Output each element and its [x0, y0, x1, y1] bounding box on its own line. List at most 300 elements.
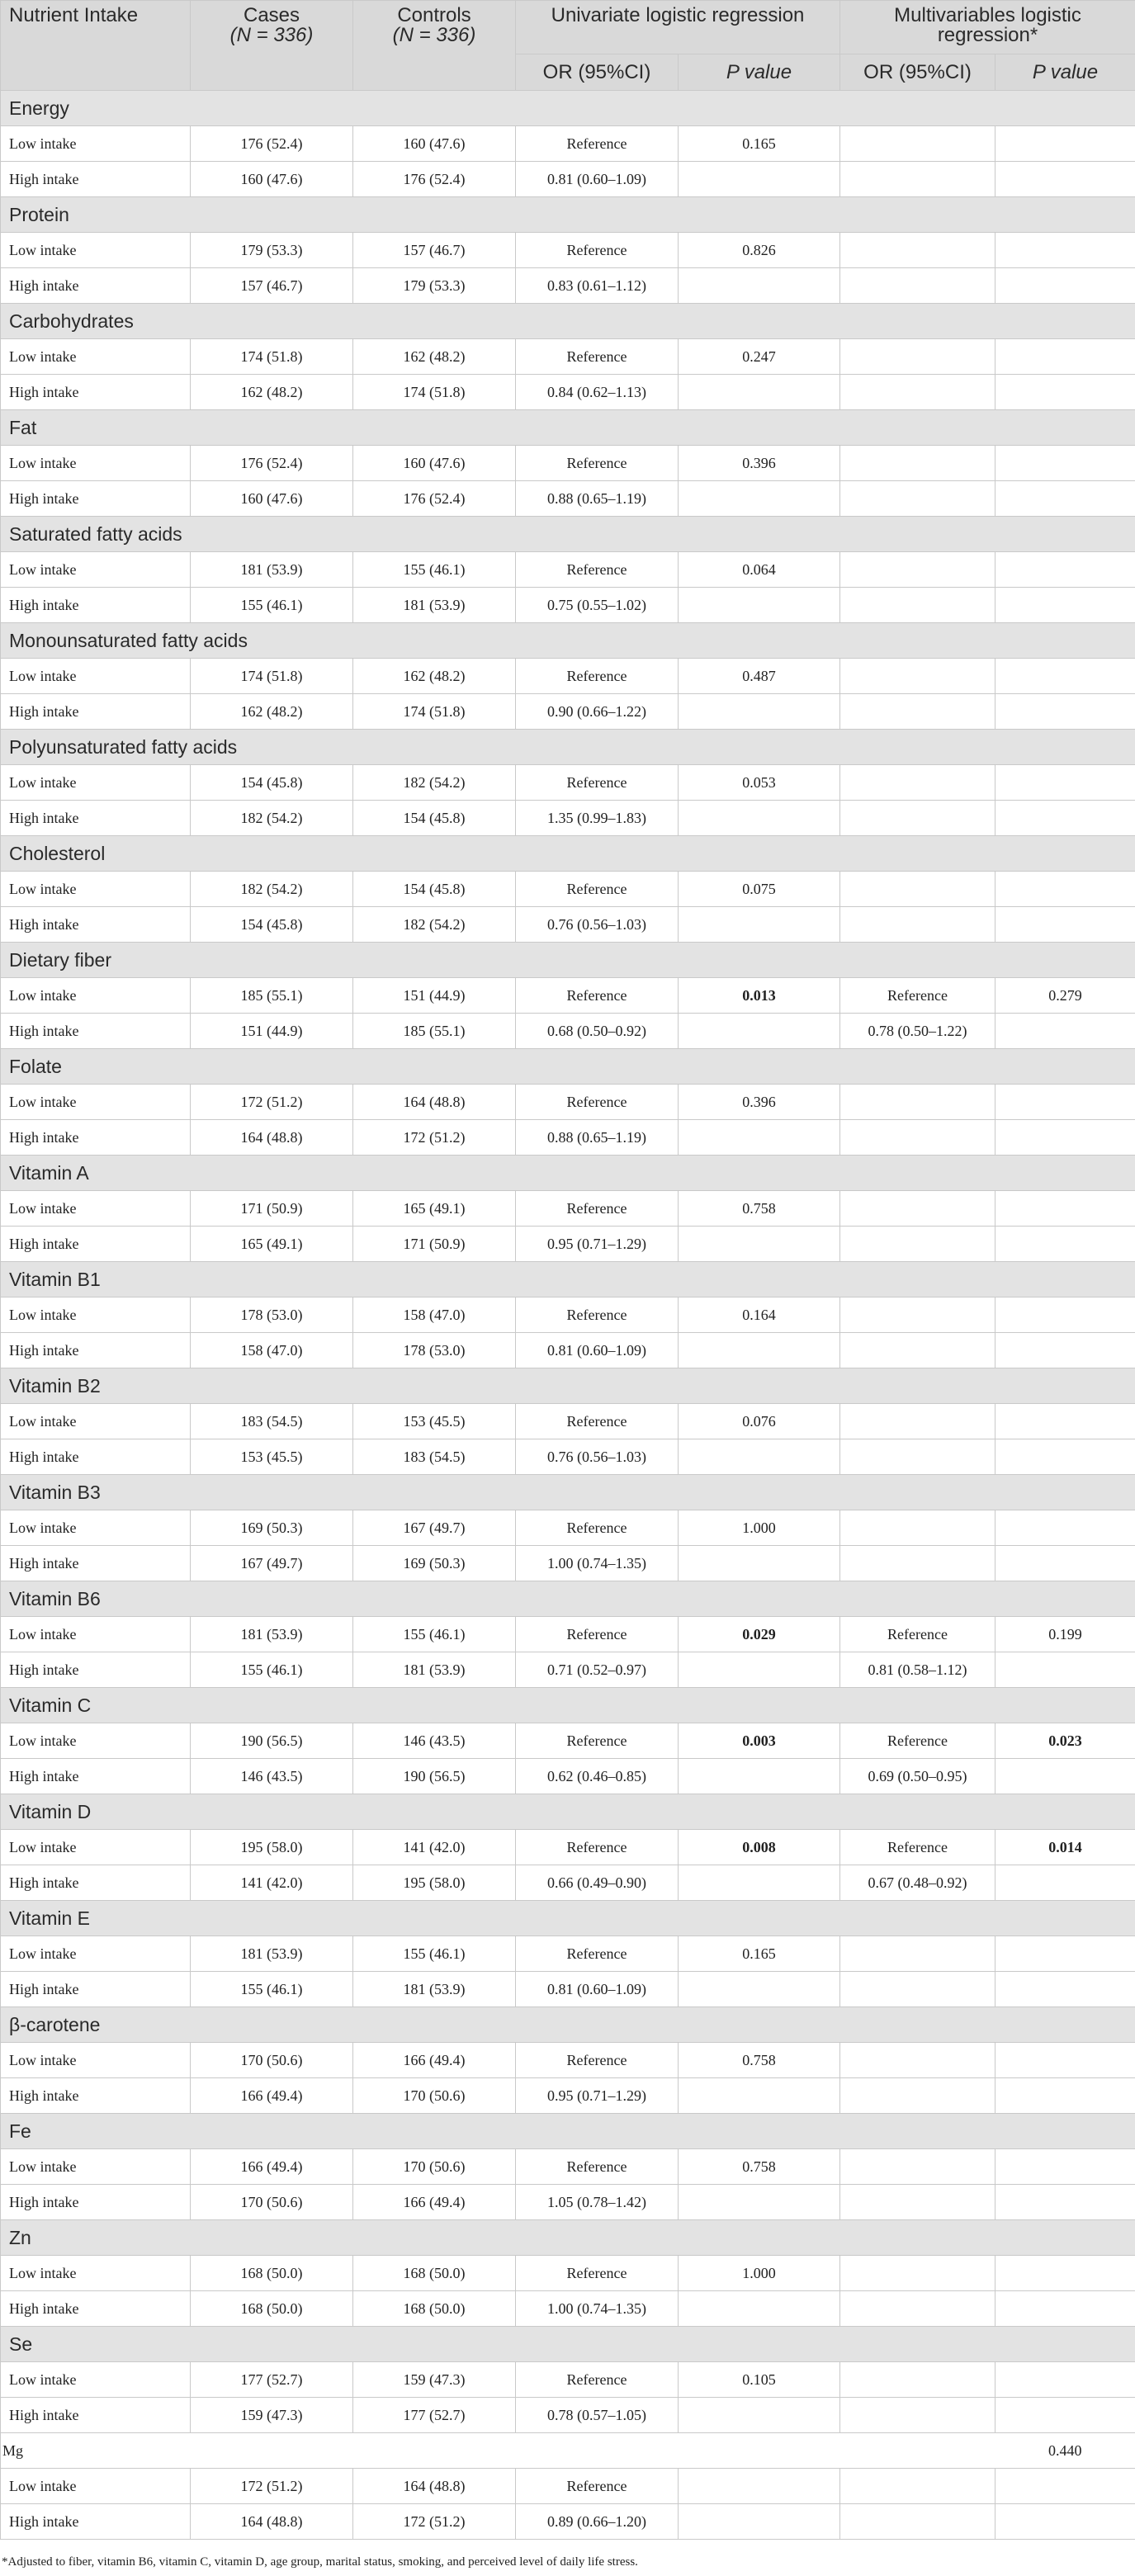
univariate-p-cell	[679, 1333, 840, 1368]
multivariable-p-cell	[995, 1333, 1135, 1368]
univariate-or-cell: Reference	[516, 1297, 679, 1333]
multivariable-or-cell	[840, 2469, 995, 2504]
nutrient-group-row	[1, 2327, 1135, 2362]
controls-cell: 182 (54.2)	[353, 907, 516, 943]
cases-cell: 172 (51.2)	[191, 2469, 353, 2504]
univariate-or-cell: 0.95 (0.71–1.29)	[516, 2078, 679, 2114]
multivariable-p-cell	[995, 765, 1135, 801]
table-row	[1, 1546, 1135, 1581]
multivariable-p-cell	[995, 1936, 1135, 1972]
intake-level-label: Low intake	[1, 2256, 191, 2291]
univariate-p-cell: 0.053	[679, 765, 840, 801]
multivariable-or-cell: Reference	[840, 1723, 995, 1759]
nutrient-name: Se	[1, 2327, 1135, 2362]
nutrient-name: Monounsaturated fatty acids	[1, 623, 1135, 659]
univariate-p-cell: 0.396	[679, 446, 840, 481]
cases-cell: 168 (50.0)	[191, 2291, 353, 2327]
intake-level-label: High intake	[1, 2078, 191, 2114]
controls-cell: 181 (53.9)	[353, 1972, 516, 2007]
cases-cell: 158 (47.0)	[191, 1333, 353, 1368]
univariate-or-cell: Reference	[516, 1617, 679, 1652]
nutrient-name: Dietary fiber	[1, 943, 1135, 978]
controls-cell: 168 (50.0)	[353, 2291, 516, 2327]
multivariable-p-cell	[995, 659, 1135, 694]
multivariable-p-cell-bold: 0.014	[1048, 1838, 1082, 1855]
controls-cell: 176 (52.4)	[353, 481, 516, 517]
intake-level-label: Low intake	[1, 1085, 191, 1120]
univariate-p-cell: 0.758	[679, 2043, 840, 2078]
multivariable-p-cell	[995, 2291, 1135, 2327]
multivariable-or-cell	[840, 1191, 995, 1227]
univariate-p-cell	[679, 1830, 840, 1865]
multivariable-or-cell	[840, 2398, 995, 2433]
nutrient-name: Cholesterol	[1, 836, 1135, 872]
table-row	[1, 1759, 1135, 1794]
table-row	[1, 978, 1135, 1014]
nutrient-group-row	[1, 623, 1135, 659]
univariate-p-cell: 0.826	[679, 233, 840, 268]
multivariable-p-cell	[995, 2185, 1135, 2220]
nutrient-group-row	[1, 91, 1135, 126]
multivariable-p-cell	[995, 2504, 1135, 2540]
cases-cell: 170 (50.6)	[191, 2185, 353, 2220]
controls-cell: 170 (50.6)	[353, 2078, 516, 2114]
table-row	[1, 659, 1135, 694]
nutrient-group-row	[1, 1688, 1135, 1723]
cases-cell: 176 (52.4)	[191, 446, 353, 481]
nutrient-group-row	[1, 2007, 1135, 2043]
multivariable-or-cell	[840, 765, 995, 801]
multivariable-or-cell	[840, 375, 995, 410]
intake-level-label: Low intake	[1, 1510, 191, 1546]
mg-p-value: 0.440	[995, 2433, 1135, 2469]
univariate-or-cell: 1.00 (0.74–1.35)	[516, 2291, 679, 2327]
controls-cell: 160 (47.6)	[353, 126, 516, 162]
univariate-p-cell	[679, 978, 840, 1014]
multivariable-p-cell	[995, 1723, 1135, 1759]
nutrient-group-row	[1, 1901, 1135, 1936]
cases-cell: 195 (58.0)	[191, 1830, 353, 1865]
multivariable-or-cell: 0.67 (0.48–0.92)	[840, 1865, 995, 1901]
multivariable-or-cell	[840, 1227, 995, 1262]
univariate-or-cell: Reference	[516, 659, 679, 694]
multivariable-p-cell	[995, 126, 1135, 162]
intake-level-label: Low intake	[1, 2362, 191, 2398]
nutrient-name: Folate	[1, 1049, 1135, 1085]
univariate-p-cell	[679, 1652, 840, 1688]
univariate-or-cell: 0.66 (0.49–0.90)	[516, 1865, 679, 1901]
cases-cell: 171 (50.9)	[191, 1191, 353, 1227]
univariate-p-cell: 0.758	[679, 1191, 840, 1227]
controls-cell: 183 (54.5)	[353, 1439, 516, 1475]
univariate-or-cell: Reference	[516, 1191, 679, 1227]
nutrient-group-row	[1, 2220, 1135, 2256]
controls-cell: 153 (45.5)	[353, 1404, 516, 1439]
multivariable-or-cell: Reference	[840, 978, 995, 1014]
nutrient-group-row	[1, 1794, 1135, 1830]
controls-cell: 162 (48.2)	[353, 339, 516, 375]
univariate-p-cell: 0.105	[679, 2362, 840, 2398]
univariate-p-cell: 0.076	[679, 1404, 840, 1439]
table-row	[1, 2362, 1135, 2398]
multivariable-or-cell	[840, 872, 995, 907]
univariate-p-cell	[679, 2078, 840, 2114]
controls-cell: 158 (47.0)	[353, 1297, 516, 1333]
multivariable-or-cell	[840, 339, 995, 375]
univariate-or-cell: 0.71 (0.52–0.97)	[516, 1652, 679, 1688]
table-row	[1, 1404, 1135, 1439]
nutrient-name: Saturated fatty acids	[1, 517, 1135, 552]
intake-level-label: High intake	[1, 1972, 191, 2007]
univariate-p-cell-bold: 0.008	[742, 1838, 776, 1855]
multivariable-or-cell	[840, 162, 995, 197]
cases-cell: 155 (46.1)	[191, 1972, 353, 2007]
table-row	[1, 1227, 1135, 1262]
univariate-p-cell: 0.075	[679, 872, 840, 907]
cases-cell: 153 (45.5)	[191, 1439, 353, 1475]
nutrient-name: Vitamin D	[1, 1794, 1135, 1830]
univariate-or-cell: 0.84 (0.62–1.13)	[516, 375, 679, 410]
cases-cell: 157 (46.7)	[191, 268, 353, 304]
multivariable-p-cell	[995, 1085, 1135, 1120]
cases-cell: 179 (53.3)	[191, 233, 353, 268]
univariate-or-cell: 0.76 (0.56–1.03)	[516, 907, 679, 943]
table-row	[1, 588, 1135, 623]
cases-cell: 167 (49.7)	[191, 1546, 353, 1581]
header-multivariable: Multivariables logistic regression*	[840, 1, 1135, 54]
intake-level-label: Low intake	[1, 2043, 191, 2078]
multivariable-or-cell	[840, 268, 995, 304]
header-univariate: Univariate logistic regression	[516, 1, 840, 54]
nutrient-name: Energy	[1, 91, 1135, 126]
header-multi-or: OR (95%CI)	[840, 54, 995, 91]
table-row	[1, 1830, 1135, 1865]
multivariable-or-cell	[840, 1510, 995, 1546]
intake-level-label: Low intake	[1, 126, 191, 162]
table-row	[1, 1439, 1135, 1475]
univariate-p-cell	[679, 2185, 840, 2220]
univariate-or-cell: Reference	[516, 552, 679, 588]
controls-cell: 155 (46.1)	[353, 552, 516, 588]
univariate-p-cell	[679, 1120, 840, 1156]
nutrient-name: Fat	[1, 410, 1135, 446]
controls-cell: 182 (54.2)	[353, 765, 516, 801]
table-row	[1, 2469, 1135, 2504]
table-row	[1, 2185, 1135, 2220]
multivariable-or-cell	[840, 2078, 995, 2114]
univariate-or-cell: Reference	[516, 1510, 679, 1546]
multivariable-p-cell	[995, 2149, 1135, 2185]
multivariable-or-cell: 0.69 (0.50–0.95)	[840, 1759, 995, 1794]
multivariable-p-cell	[995, 1865, 1135, 1901]
table-row	[1, 1510, 1135, 1546]
multivariable-p-cell	[995, 1120, 1135, 1156]
univariate-p-cell: 0.758	[679, 2149, 840, 2185]
controls-cell: 169 (50.3)	[353, 1546, 516, 1581]
multivariable-or-cell	[840, 233, 995, 268]
controls-cell: 195 (58.0)	[353, 1865, 516, 1901]
univariate-or-cell: 0.76 (0.56–1.03)	[516, 1439, 679, 1475]
univariate-or-cell: 1.00 (0.74–1.35)	[516, 1546, 679, 1581]
controls-cell: 172 (51.2)	[353, 2504, 516, 2540]
table-row	[1, 552, 1135, 588]
univariate-or-cell: 1.05 (0.78–1.42)	[516, 2185, 679, 2220]
table-row	[1, 2256, 1135, 2291]
table-row	[1, 765, 1135, 801]
multivariable-p-cell	[995, 2256, 1135, 2291]
table-row	[1, 1652, 1135, 1688]
univariate-or-cell: Reference	[516, 1404, 679, 1439]
intake-level-label: High intake	[1, 801, 191, 836]
intake-level-label: Low intake	[1, 1723, 191, 1759]
intake-level-label: Low intake	[1, 446, 191, 481]
intake-level-label: Low intake	[1, 552, 191, 588]
intake-level-label: Low intake	[1, 1617, 191, 1652]
univariate-p-cell	[679, 375, 840, 410]
intake-level-label: Low intake	[1, 233, 191, 268]
multivariable-p-cell	[995, 2398, 1135, 2433]
table-row	[1, 233, 1135, 268]
nutrient-name: Fe	[1, 2114, 1135, 2149]
controls-cell: 162 (48.2)	[353, 659, 516, 694]
table-row	[1, 481, 1135, 517]
header-multi-p: P value	[995, 54, 1135, 91]
cases-cell: 174 (51.8)	[191, 339, 353, 375]
nutrient-group-row	[1, 410, 1135, 446]
table-body	[1, 91, 1135, 2540]
table-row	[1, 1723, 1135, 1759]
table-row	[1, 801, 1135, 836]
cases-cell: 146 (43.5)	[191, 1759, 353, 1794]
table-row	[1, 1936, 1135, 1972]
multivariable-p-cell	[995, 2362, 1135, 2398]
table-row	[1, 1865, 1135, 1901]
multivariable-p-cell	[995, 1830, 1135, 1865]
univariate-p-cell	[679, 1617, 840, 1652]
univariate-or-cell: Reference	[516, 1723, 679, 1759]
nutrient-group-row	[1, 1475, 1135, 1510]
cases-cell: 141 (42.0)	[191, 1865, 353, 1901]
intake-level-label: Low intake	[1, 2149, 191, 2185]
multivariable-p-cell	[995, 694, 1135, 730]
multivariable-p-cell	[995, 801, 1135, 836]
table-row	[1, 2078, 1135, 2114]
multivariable-or-cell	[840, 481, 995, 517]
univariate-p-cell	[679, 1014, 840, 1049]
header-cases-n: (N = 336)	[229, 24, 314, 46]
univariate-p-cell	[679, 162, 840, 197]
table-row	[1, 268, 1135, 304]
controls-cell: 174 (51.8)	[353, 375, 516, 410]
multivariable-p-cell	[995, 162, 1135, 197]
univariate-or-cell: Reference	[516, 1936, 679, 1972]
univariate-p-cell: 1.000	[679, 1510, 840, 1546]
multivariable-or-cell	[840, 2291, 995, 2327]
multivariable-or-cell	[840, 1546, 995, 1581]
intake-level-label: High intake	[1, 907, 191, 943]
controls-cell: 171 (50.9)	[353, 1227, 516, 1262]
univariate-or-cell: 0.88 (0.65–1.19)	[516, 481, 679, 517]
univariate-p-cell: 0.396	[679, 1085, 840, 1120]
header-cases	[191, 1, 353, 91]
controls-cell: 178 (53.0)	[353, 1333, 516, 1368]
multivariable-or-cell	[840, 2149, 995, 2185]
multivariable-p-cell	[995, 1191, 1135, 1227]
header-nutrient-intake: Nutrient Intake	[1, 1, 191, 91]
table-row	[1, 1617, 1135, 1652]
intake-level-label: High intake	[1, 1546, 191, 1581]
cases-cell: 190 (56.5)	[191, 1723, 353, 1759]
table-row	[1, 162, 1135, 197]
header-controls	[353, 1, 516, 91]
cases-cell: 176 (52.4)	[191, 126, 353, 162]
controls-cell: 151 (44.9)	[353, 978, 516, 1014]
header-cases-label: Cases	[243, 4, 300, 26]
intake-level-label: Low intake	[1, 765, 191, 801]
multivariable-p-cell	[995, 375, 1135, 410]
intake-level-label: High intake	[1, 1227, 191, 1262]
multivariable-p-cell	[995, 339, 1135, 375]
univariate-p-cell	[679, 2291, 840, 2327]
table-row	[1, 375, 1135, 410]
intake-level-label: Low intake	[1, 978, 191, 1014]
univariate-p-cell: 0.165	[679, 1936, 840, 1972]
nutrient-group-row	[1, 517, 1135, 552]
multivariable-p-cell	[995, 1652, 1135, 1688]
multivariable-p-cell	[995, 1759, 1135, 1794]
controls-cell: 167 (49.7)	[353, 1510, 516, 1546]
multivariable-or-cell	[840, 552, 995, 588]
multivariable-or-cell	[840, 2362, 995, 2398]
controls-cell: 157 (46.7)	[353, 233, 516, 268]
multivariable-or-cell: Reference	[840, 1617, 995, 1652]
intake-level-label: High intake	[1, 1014, 191, 1049]
controls-cell: 166 (49.4)	[353, 2043, 516, 2078]
univariate-p-cell	[679, 481, 840, 517]
univariate-p-cell	[679, 694, 840, 730]
univariate-or-cell: 0.81 (0.60–1.09)	[516, 1333, 679, 1368]
multivariable-or-cell	[840, 694, 995, 730]
multivariable-or-cell: 0.78 (0.50–1.22)	[840, 1014, 995, 1049]
multivariable-or-cell	[840, 446, 995, 481]
multivariable-p-cell	[995, 1972, 1135, 2007]
multivariable-or-cell	[840, 2256, 995, 2291]
univariate-or-cell: 0.62 (0.46–0.85)	[516, 1759, 679, 1794]
univariate-p-cell-bold: 0.029	[742, 1625, 776, 1642]
univariate-p-cell	[679, 1723, 840, 1759]
controls-cell: 154 (45.8)	[353, 801, 516, 836]
table-footnote: *Adjusted to fiber, vitamin B6, vitamin C, vitamin D, age group, marital status, smoking, and perceived level of daily life stress.	[2, 2555, 638, 2569]
univariate-p-cell	[679, 1759, 840, 1794]
univariate-or-cell: Reference	[516, 872, 679, 907]
multivariable-p-cell	[995, 1014, 1135, 1049]
nutrient-group-row	[1, 2114, 1135, 2149]
cases-cell: 181 (53.9)	[191, 552, 353, 588]
controls-cell: 181 (53.9)	[353, 1652, 516, 1688]
nutrient-name: Zn	[1, 2220, 1135, 2256]
multivariable-p-cell	[995, 2078, 1135, 2114]
cases-cell: 166 (49.4)	[191, 2149, 353, 2185]
table-row	[1, 907, 1135, 943]
univariate-or-cell: 0.68 (0.50–0.92)	[516, 1014, 679, 1049]
multivariable-p-cell	[995, 1297, 1135, 1333]
univariate-p-cell	[679, 1972, 840, 2007]
nutrient-name: Mg	[1, 2433, 995, 2469]
multivariable-p-cell	[995, 2043, 1135, 2078]
nutrient-group-row	[1, 1368, 1135, 1404]
table-row	[1, 872, 1135, 907]
nutrient-group-row	[1, 836, 1135, 872]
intake-level-label: High intake	[1, 1759, 191, 1794]
intake-level-label: Low intake	[1, 1191, 191, 1227]
univariate-p-cell	[679, 1439, 840, 1475]
univariate-p-cell	[679, 1865, 840, 1901]
univariate-p-cell: 0.064	[679, 552, 840, 588]
multivariable-p-cell	[995, 2469, 1135, 2504]
table-row	[1, 1191, 1135, 1227]
univariate-p-cell	[679, 588, 840, 623]
table-row	[1, 2504, 1135, 2540]
univariate-p-cell	[679, 268, 840, 304]
intake-level-label: High intake	[1, 1865, 191, 1901]
multivariable-p-cell	[995, 1510, 1135, 1546]
cases-cell: 174 (51.8)	[191, 659, 353, 694]
nutrient-name: Carbohydrates	[1, 304, 1135, 339]
header-controls-n: (N = 336)	[392, 24, 476, 46]
controls-cell: 168 (50.0)	[353, 2256, 516, 2291]
multivariable-or-cell: 0.81 (0.58–1.12)	[840, 1652, 995, 1688]
table-row	[1, 446, 1135, 481]
univariate-p-cell	[679, 1227, 840, 1262]
controls-cell: 155 (46.1)	[353, 1936, 516, 1972]
nutrient-group-row	[1, 1581, 1135, 1617]
controls-cell: 164 (48.8)	[353, 2469, 516, 2504]
univariate-or-cell: Reference	[516, 233, 679, 268]
multivariable-p-cell	[995, 1546, 1135, 1581]
controls-cell: 179 (53.3)	[353, 268, 516, 304]
intake-level-label: High intake	[1, 2291, 191, 2327]
univariate-or-cell: 0.88 (0.65–1.19)	[516, 1120, 679, 1156]
controls-cell: 164 (48.8)	[353, 1085, 516, 1120]
univariate-or-cell: 0.78 (0.57–1.05)	[516, 2398, 679, 2433]
multivariable-or-cell	[840, 1404, 995, 1439]
multivariable-p-cell	[995, 552, 1135, 588]
intake-level-label: Low intake	[1, 1830, 191, 1865]
cases-cell: 185 (55.1)	[191, 978, 353, 1014]
cases-cell: 151 (44.9)	[191, 1014, 353, 1049]
controls-cell: 185 (55.1)	[353, 1014, 516, 1049]
univariate-or-cell: Reference	[516, 765, 679, 801]
univariate-p-cell-bold: 0.003	[742, 1732, 776, 1749]
intake-level-label: High intake	[1, 2504, 191, 2540]
controls-cell: 166 (49.4)	[353, 2185, 516, 2220]
cases-cell: 169 (50.3)	[191, 1510, 353, 1546]
table-row	[1, 339, 1135, 375]
intake-level-label: High intake	[1, 2398, 191, 2433]
univariate-p-cell	[679, 1546, 840, 1581]
table-row	[1, 1085, 1135, 1120]
cases-cell: 170 (50.6)	[191, 2043, 353, 2078]
univariate-or-cell: 0.95 (0.71–1.29)	[516, 1227, 679, 1262]
nutrient-group-row	[1, 730, 1135, 765]
univariate-p-cell: 1.000	[679, 2256, 840, 2291]
nutrient-name: Vitamin A	[1, 1156, 1135, 1191]
cases-cell: 159 (47.3)	[191, 2398, 353, 2433]
intake-level-label: High intake	[1, 1439, 191, 1475]
univariate-or-cell: Reference	[516, 978, 679, 1014]
univariate-p-cell: 0.165	[679, 126, 840, 162]
multivariable-p-cell: 0.199	[995, 1617, 1135, 1652]
